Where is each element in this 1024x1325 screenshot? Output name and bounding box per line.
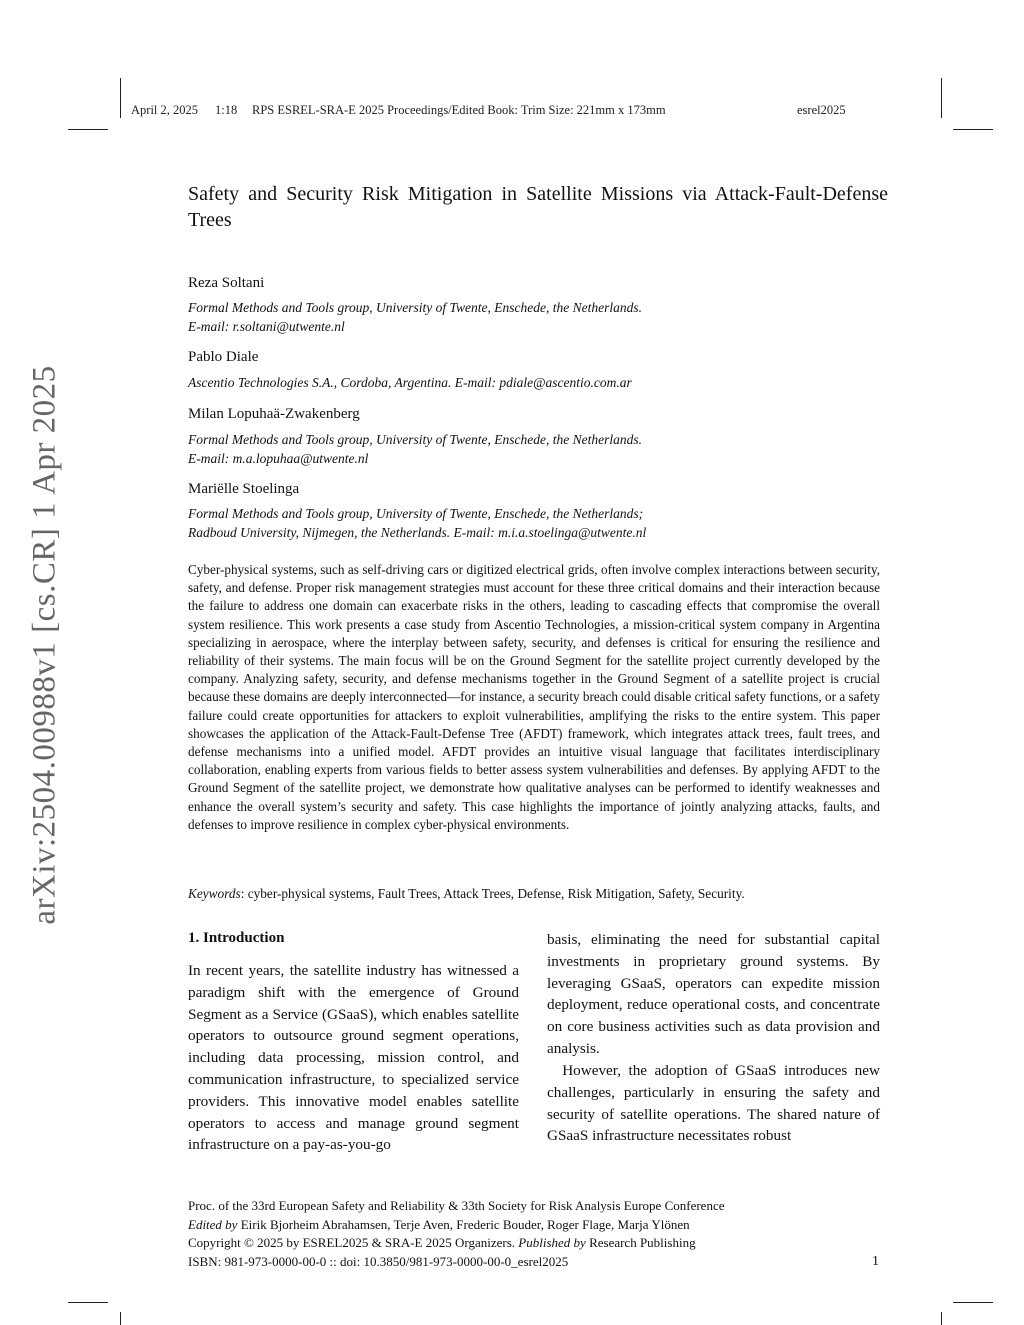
footer xyxy=(188,1197,725,1271)
paper-title: Safety and Security Risk Mitigation in Satellite Missions via Attack-Fault-Defense xyxy=(188,183,888,205)
author-email: E-mail: r.soltani@utwente.nl xyxy=(188,319,345,334)
header-time: 1:18 xyxy=(215,103,238,117)
footer-editors xyxy=(188,1216,725,1235)
author-name: Mariëlle Stoelinga xyxy=(188,481,300,497)
header-proceedings: RPS ESREL-SRA-E 2025 Proceedings/Edited Book: Trim Size: 221mm x 173mm xyxy=(252,103,666,117)
body-paragraph: However, the adoption of GSaaS introduces new challenges, particularly in ensuring the safety and security of satellite operations. The shared nature of GSaaS infrastructure necessitates robust xyxy=(547,1062,880,1145)
crop-mark xyxy=(941,78,942,118)
keywords xyxy=(188,886,880,902)
keywords-label: Keywords xyxy=(188,886,241,901)
footer-proceedings: Proc. of the 33rd European Safety and Reliability & 33th Society for Risk Analysis Europe Conference xyxy=(188,1198,725,1213)
crop-mark xyxy=(953,129,993,130)
author-affiliation: Formal Methods and Tools group, University of Twente, Enschede, the Netherlands. xyxy=(188,432,642,447)
crop-mark xyxy=(68,1302,108,1303)
footer-isbn: ISBN: 981-973-0000-00-0 :: doi: 10.3850/981-973-0000-00-0_esrel2025 xyxy=(188,1253,569,1269)
author-name: Milan Lopuhaä-Zwakenberg xyxy=(188,406,360,422)
author-email: E-mail: m.a.lopuhaa@utwente.nl xyxy=(188,451,369,466)
author-affiliation: Radboud University, Nijmegen, the Netherlands. E-mail: m.i.a.stoelinga@utwente.nl xyxy=(188,525,647,540)
abstract: Cyber-physical systems, such as self-driving cars or digitized electrical grids, often involve complex interactions between security, safety, and defense. Proper risk management strategies must account for these three critical domains and their interaction because the failure to address one domain can exacerbate risks in the others, leading to cascading effects that compromise the overall system resilience. This work presents a case study from Ascentio Technologies, a mission-critical system company in Argentina specializing in aerospace, where the interplay between safety, security, and defenses is critical for ensuring the resilience and reliability of their systems. The main focus will be on the Ground Segment for the satellite project currently developed by the company. Analyzing safety, security, and defense mechanisms together in the Ground Segment of a satellite project is crucial because these domains are deeply interconnected—for instance, a security breach could disable critical safety functions, or a safety failure could create opportunities for attackers to exploit vulnerabilities, amplifying the risks to the entire system. This paper showcases the application of the Attack-Fault-Defense Tree (AFDT) framework, which integrates attack trees, fault trees, and defense mechanisms into a unified model. AFDT provides an intuitive visual language that facilitates interdisciplinary collaboration, enabling experts from various fields to better assess system vulnerabilities and defenses. By applying AFDT to the Ground Segment of the satellite project, we demonstrate how qualitative analyses can be performed to identify weaknesses and enhance the overall system’s security and safety. This case highlights the importance of jointly analyzing attacks, faults, and defenses to improve resilience in complex cyber-physical environments. xyxy=(188,562,880,832)
footer-copyright xyxy=(188,1234,725,1253)
crop-mark xyxy=(941,1312,942,1325)
footer-published-label: Published by xyxy=(518,1235,586,1251)
footer-copyright-text: Copyright © 2025 by ESREL2025 & SRA-E 2025 Organizers. xyxy=(188,1235,519,1251)
author-name: Reza Soltani xyxy=(188,275,265,291)
author-affiliation: Formal Methods and Tools group, University of Twente, Enschede, the Netherlands; xyxy=(188,506,644,521)
page-number: 1 xyxy=(872,1254,879,1269)
author-name: Pablo Diale xyxy=(188,349,259,365)
crop-mark xyxy=(68,129,108,130)
section-heading: 1. Introduction xyxy=(188,930,285,946)
author-affiliation: Ascentio Technologies S.A., Cordoba, Argentina. E-mail: pdiale@ascentio.com.ar xyxy=(188,375,632,390)
header-date: April 2, 2025 xyxy=(131,103,199,117)
crop-mark xyxy=(953,1302,993,1303)
keywords-list: : cyber-physical systems, Fault Trees, Attack Trees, Defense, Risk Mitigation, Safety, Security. xyxy=(240,886,745,901)
crop-mark xyxy=(120,78,121,118)
paper-title-line2: Trees xyxy=(188,209,232,231)
footer-edited-label: Edited by xyxy=(188,1216,238,1232)
footer-editor-names: Eirik Bjorheim Abrahamsen, Terje Aven, Frederic Bouder, Roger Flage, Marja Ylönen xyxy=(237,1216,690,1232)
body-paragraph: In recent years, the satellite industry has witnessed a paradigm shift with the emergence of Ground Segment as a Service (GSaaS), which enables satellite operators to outsource ground segment operations, including data processing, mission control, and communication infrastructure, to specialized service providers. This innovative model enables satellite operators to access and manage ground segment infrastructure on a pay-as-you-go xyxy=(188,962,519,1154)
header-tag: esrel2025 xyxy=(797,103,846,117)
crop-mark xyxy=(120,1312,121,1325)
author-affiliation: Formal Methods and Tools group, University of Twente, Enschede, the Netherlands. xyxy=(188,300,642,315)
footer-publisher: Research Publishing xyxy=(585,1235,696,1251)
body-paragraph: basis, eliminating the need for substantial capital investments in proprietary ground systems. By leveraging GSaaS, operators can expedite mission deployment, reduce operational costs, and concentrate on core business activities such as data provision and analysis. xyxy=(547,931,880,1057)
arxiv-stamp: arXiv:2504.00988v1 [cs.CR] 1 Apr 2025 xyxy=(26,365,63,925)
